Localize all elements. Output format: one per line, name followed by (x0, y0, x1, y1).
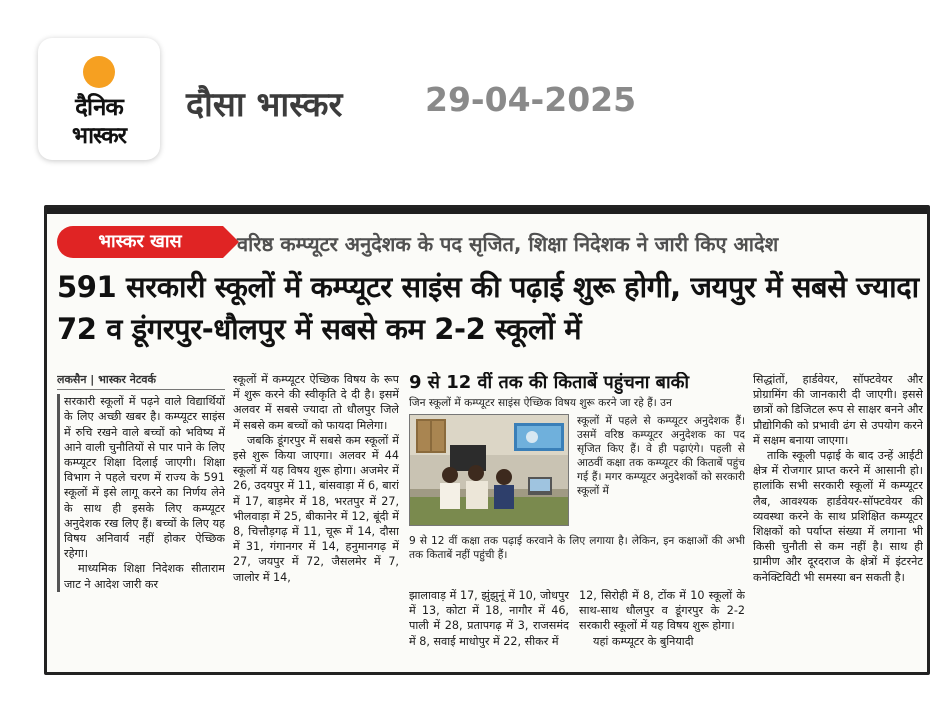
paragraph: सिद्धांतों, हार्डवेयर, सॉफ्टवेयर और प्रोग्रामिंग की जानकारी दी जाएगी। इससे छात्रों को डिजिटल रूप से साक्षर बनने और प्रौद्योगिकी को प्रभावी ढंग से उपयोग करने में सक्षम बनाया जाएगा। (753, 373, 923, 447)
news-clipping[interactable] (44, 205, 930, 675)
edition-date: 29-04-2025 (425, 80, 637, 119)
article-subheading: 9 से 12 वीं तक की किताबें पहुंचना बाकी (409, 372, 690, 393)
paragraph: जबकि डूंगरपुर में सबसे कम स्कूलों में इसे शुरू किया जाएगा। अलवर में 44 स्कूलों में यह विषय शुरू होगा। अजमेर में 26, उदयपुर में 11, बांसवाड़ा में 6, बारां में 17, बाड़मेर में 18, भरतपुर में 27, भीलवाड़ा में 25, बीकानेर में 12, बूंदी में 8, चित्तौड़गढ़ में 11, चूरू में 14, दौसा में 31, गंगानगर में 14, हनुमानगढ़ में 27, जयपुर में 72, जैसलमेर में 7, जालोर में 14, (233, 433, 399, 584)
column-1-body (57, 394, 225, 592)
district-list-left: झालावाड़ में 17, झुंझुनूं में 10, जोधपुर में 13, कोटा में 18, नागौर में 46, पाली में 28, प्रतापगढ़ में 3, राजसमंद में 8, सवाई माधोपुर में 22, सीकर में (409, 589, 569, 648)
subsection-lead: जिन स्कूलों में कम्प्यूटर साइंस ऐच्छिक विषय शुरू करने जा रहे हैं। उन (409, 397, 672, 409)
article-column-3 (409, 372, 745, 672)
app-header (0, 0, 938, 200)
photo-block (409, 414, 745, 532)
classroom-photo[interactable] (409, 414, 569, 526)
logo-text-line2: भास्कर (71, 123, 127, 149)
article-byline: लकसैन | भास्कर नेटवर्क (57, 372, 225, 390)
paragraph: सरकारी स्कूलों में पढ़ने वाले विद्यार्थियों के लिए अच्छी खबर है। कम्प्यूटर साइंस में रुचि रखने वाले बच्चों को भविष्य में आने वाली चुनौतियों से पार पाने के लिए कम्प्यूटर शिक्षा दिलाई जाएगी। शिक्षा विभाग ने पहले चरण में राज्य के 591 स्कूलों में इसे लागू करने का निर्णय लेने के साथ ही इसके लिए कम्प्यूटर अनुदेशक रख लिए हैं। बच्चों के लिए यह विषय अनिवार्य नहीं होकर ऐच्छिक रहेगा। (64, 395, 225, 561)
photo-caption: 9 से 12 वीं कक्षा तक पढ़ाई करवाने के लिए लगाया है। लेकिन, इन कक्षाओं की अभी तक किताबें नहीं पहुंची हैं। (409, 535, 745, 561)
article-kicker: वरिष्ठ कम्प्यूटर अनुदेशक के पद सृजित, शिक्षा निदेशक ने जारी किए आदेश (237, 232, 779, 256)
dainik-bhaskar-logo[interactable] (38, 38, 160, 160)
paragraph: ताकि स्कूली पढ़ाई के बाद उन्हें आईटी क्षेत्र में रोजगार प्राप्त करने में आसानी हो। हालांकि सभी सरकारी स्कूलों में कम्प्यूटर लैब, आवश्यक हार्डवेयर-सॉफ्टवेयर की व्यवस्था करने के साथ प्रशिक्षित कम्प्यूटर शिक्षकों को पर्याप्त संख्या में लगाना भी किसी चुनौती से कम नहीं है। साथ ही ग्रामीण और दूरदराज के क्षेत्रों में इंटरनेट कनेक्टिविटी भी समस्या बन सकती है। (753, 449, 923, 584)
clipping-top-band (47, 208, 927, 214)
sun-icon (83, 56, 115, 88)
photo-side-text: स्कूलों में पहले से कम्प्यूटर अनुदेशक हैं। उसमें वरिष्ठ कम्प्यूटर अनुदेशक का पद सृजित किए हैं। वे ही पढ़ाएंगे। पहली से आठवीं कक्षा तक कम्प्यूटर की किताबें पहुंच गई हैं। मगर कम्प्यूटर अनुदेशकों को सरकारी स्कूलों में (577, 415, 745, 497)
article-headline: 591 सरकारी स्कूलों में कम्प्यूटर साइंस की पढ़ाई शुरू होगी, जयपुर में सबसे ज्यादा 72 व डूंगरपुर-धौलपुर में सबसे कम 2-2 स्कूलों में (57, 270, 919, 346)
paragraph: माध्यमिक शिक्षा निदेशक सीताराम जाट ने आदेश जारी कर (64, 562, 225, 591)
logo-text-line1: दैनिक (75, 93, 123, 121)
paragraph: यहां कम्प्यूटर के बुनियादी (593, 634, 694, 648)
classroom-photo-illustration (410, 415, 569, 526)
article-column-4 (753, 372, 923, 672)
paragraph: 12, सिरोही में 8, टोंक में 10 स्कूलों के साथ-साथ धौलपुर व डूंगरपुर के 2-2 सरकारी स्कूलों में यह विषय शुरू होगा। (579, 589, 745, 633)
district-list-right (579, 588, 745, 649)
article-column-2 (233, 372, 399, 672)
section-badge: भास्कर खास (57, 226, 223, 258)
article-column-1 (57, 372, 225, 672)
edition-title: दौसा भास्कर (186, 85, 343, 125)
paragraph: स्कूलों में कम्प्यूटर ऐच्छिक विषय के रूप में शुरू करने की स्वीकृति दे दी है। इसमें अलवर में सबसे ज्यादा तो धौलपुर जिले में सबसे कम बच्चों को फायदा मिलेगा। (233, 373, 399, 432)
